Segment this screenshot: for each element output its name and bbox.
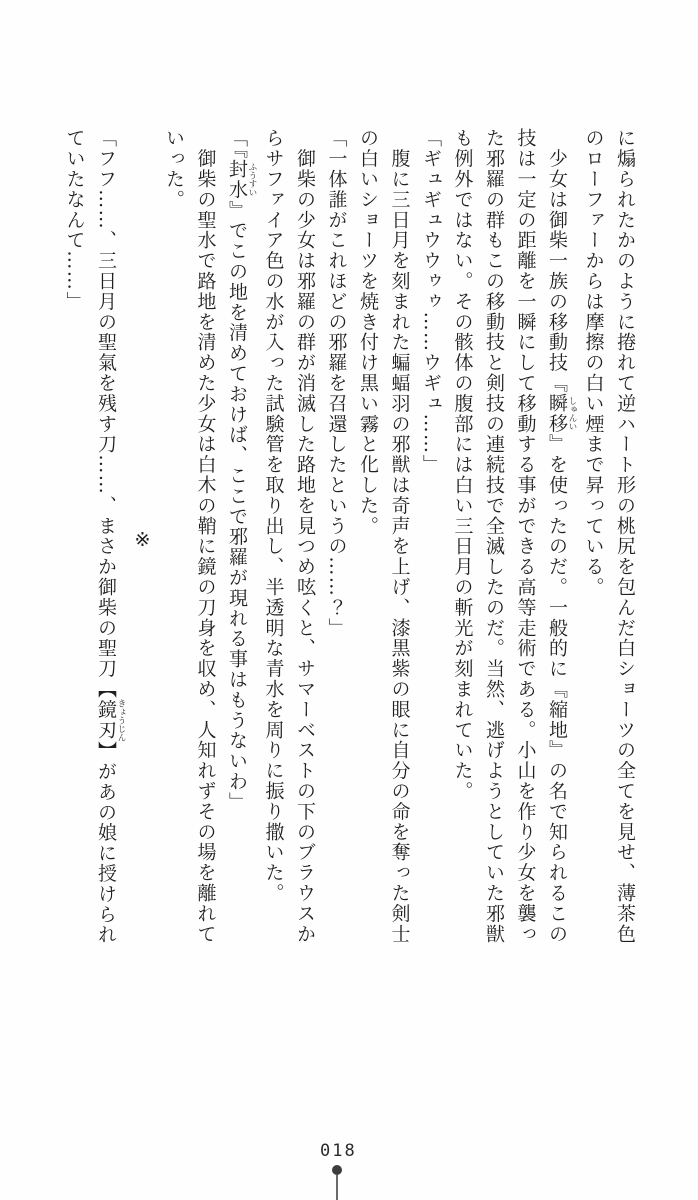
scene-break: ※ bbox=[131, 529, 154, 551]
paragraph: 「一体誰がこれほどの邪羅を召還したというの……？」 bbox=[325, 128, 348, 638]
vertical-text-block bbox=[58, 128, 640, 952]
paragraph: 御柴の聖水で路地を清めた少女は白木の鞘に鏡の刀身を収め、人知れずその場を離れていった。 bbox=[163, 128, 217, 944]
ruby-annotation: 鏡刃 きょうじん bbox=[95, 698, 126, 742]
trim-mark-dot-icon bbox=[332, 1165, 342, 1175]
paragraph: 「『封水 ふうすい』でこの地を清めておけば、ここで邪羅が現れる事はもうないわ」 bbox=[226, 128, 257, 813]
trim-mark-line bbox=[336, 1175, 338, 1200]
paragraph: 「ギュギュウウゥゥ……ウギュ……」 bbox=[420, 128, 442, 475]
ruby-annotation: 瞬移 しゅんい bbox=[546, 393, 577, 435]
paragraph: 腹に三日月を刻まれた蝙蝠羽の邪獣は奇声を上げ、漆黒紫の眼に自分の命を奪った剣士の白いショーツを焼き付け黒い霧と化した。 bbox=[357, 128, 411, 944]
page-number: 018 bbox=[320, 1141, 357, 1161]
paragraph: 少女は御柴一族の移動技『瞬移 しゅんい』を使ったのだ。一般的に『縮地』の名で知られるこの技は一定の距離を一瞬にして移動する事ができる高等走術である。小山を作り少女を襲った邪羅の群もこの移動技と剣技の連続技で全滅したのだ。当然、逃げようとしていた邪獣も例外ではない。その骸体の腹部には白い三日月の斬光が刻まれていた。 bbox=[451, 128, 577, 945]
ruby-annotation: 封水 ふうすい bbox=[226, 159, 257, 201]
paragraph: 御柴の少女は邪羅の群が消滅した路地を見つめ呟くと、サマーベストの下のブラウスからサファイア色の水が入った試験管を取り出し、半透明な青水を周りに振り撒いた。 bbox=[262, 128, 316, 944]
paragraph: 「フフ……、三日月の聖氣を残す刀……、まさか御柴の聖刀【鏡刃 きょうじん】があの娘に授けられていたなんて……」 bbox=[63, 128, 126, 945]
paragraph: に煽られたかのように捲れて逆ハート形の桃尻を包んだ白ショーツの全てを見せ、薄茶色のローファーからは摩擦の白い煙まで昇っている。 bbox=[582, 128, 636, 944]
